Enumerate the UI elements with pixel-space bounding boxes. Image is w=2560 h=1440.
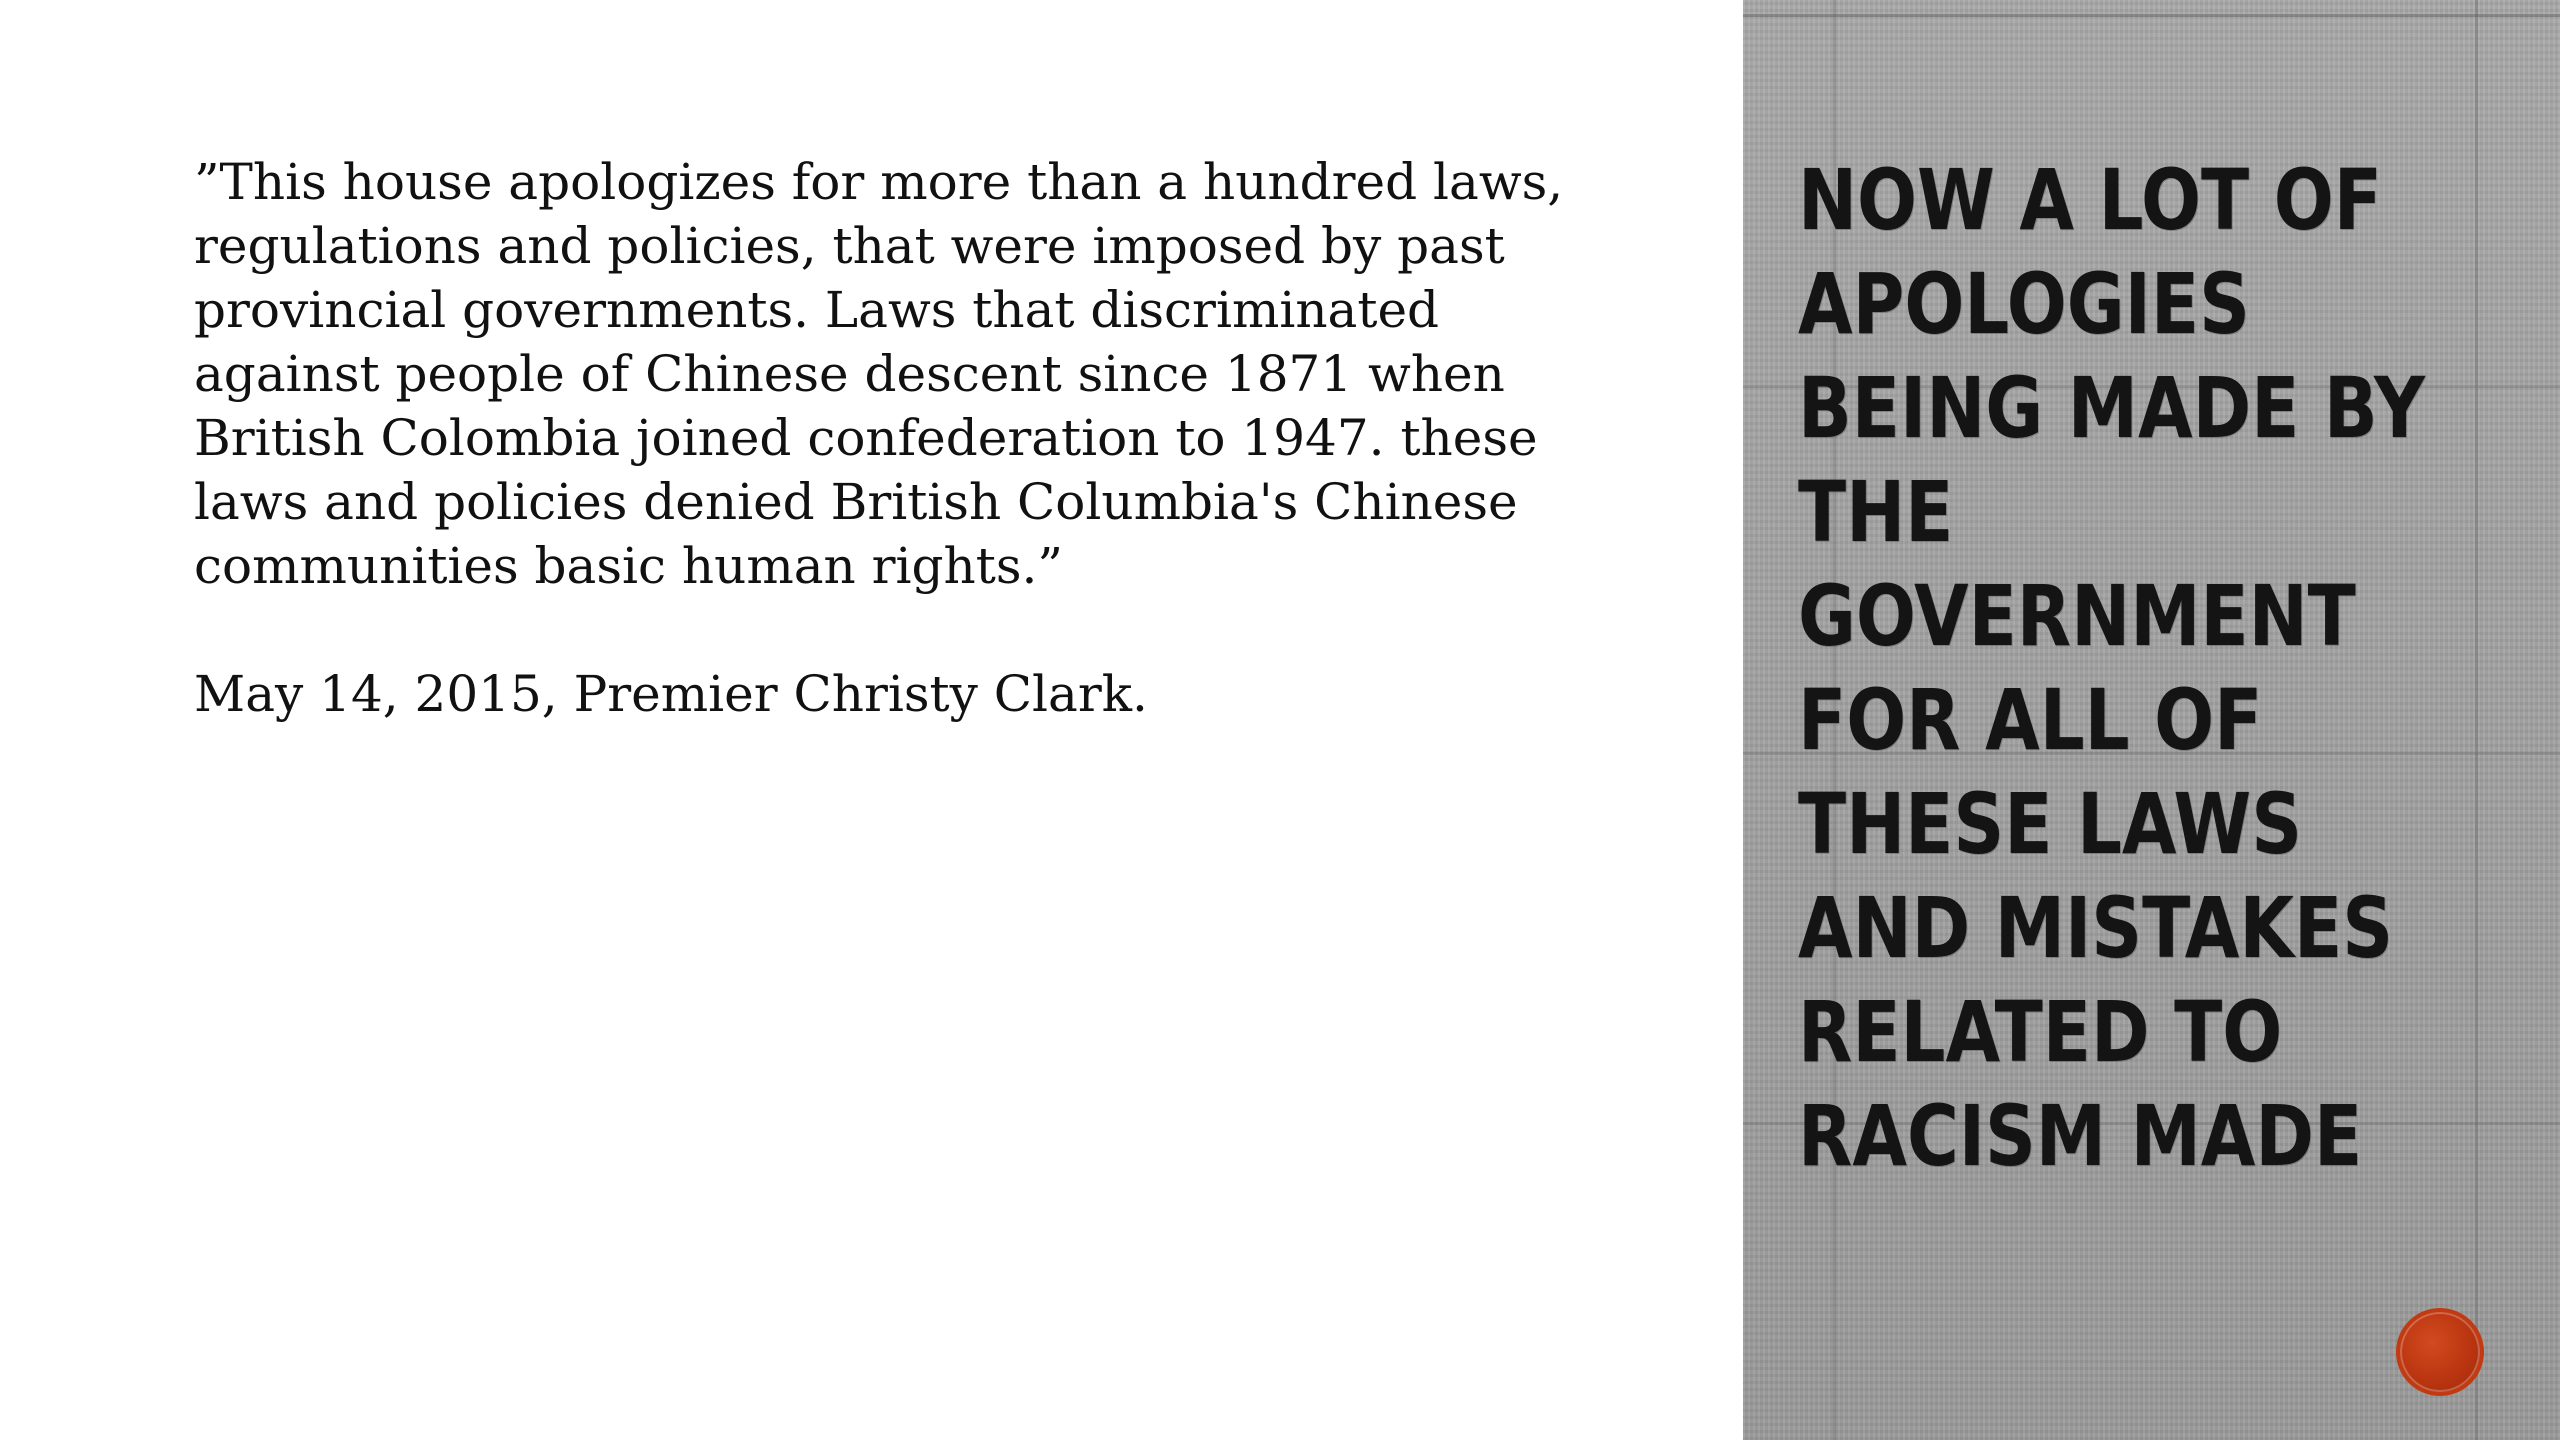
quote-line: ”This house apologizes for more than a hundred laws, <box>194 153 1564 211</box>
quote-line: British Colombia joined confederation to 1947. these <box>194 409 1538 467</box>
quote-line: against people of Chinese descent since 1871 when <box>194 345 1505 403</box>
quote-line: provincial governments. Laws that discriminated <box>194 281 1440 339</box>
quote-line: laws and policies denied British Columbia's Chinese <box>194 473 1518 531</box>
title-line: NOW A LOT OF <box>1798 151 2382 249</box>
circle-nav-icon[interactable] <box>2396 1308 2484 1396</box>
panel-divider <box>2475 0 2478 1440</box>
title-line: GOVERNMENT <box>1798 567 2356 665</box>
title-line: THE <box>1798 463 1954 561</box>
title-line: BEING MADE BY <box>1798 359 2425 457</box>
title-line: THESE LAWS <box>1798 775 2303 873</box>
title-line: AND MISTAKES <box>1798 879 2394 977</box>
title-line: APOLOGIES <box>1798 255 2250 353</box>
quote-line: regulations and policies, that were imposed by past <box>194 217 1505 275</box>
title-line: RELATED TO <box>1798 983 2283 1081</box>
panel-divider <box>1743 14 2560 17</box>
quote-block <box>194 150 1694 598</box>
quote-line: communities basic human rights.” <box>194 537 1063 595</box>
quote-attribution: May 14, 2015, Premier Christy Clark. <box>194 665 1148 723</box>
title-line: RACISM MADE <box>1798 1087 2363 1185</box>
slide-title <box>1798 148 2425 1188</box>
title-line: FOR ALL OF <box>1798 671 2263 769</box>
